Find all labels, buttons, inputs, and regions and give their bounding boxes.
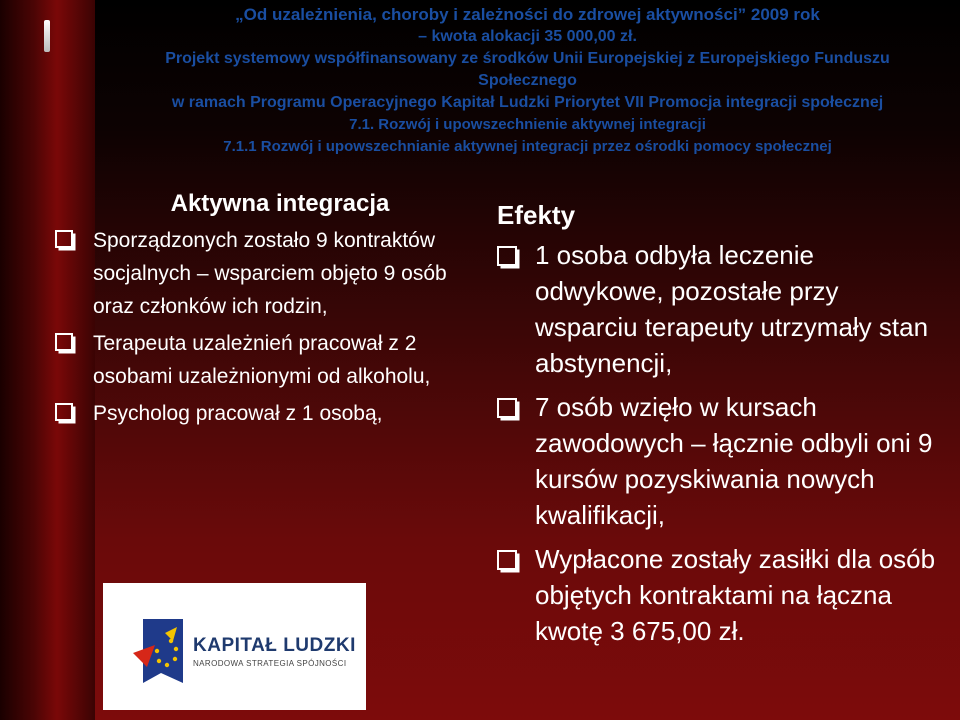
header-line-1: „Od uzależnienia, choroby i zależności do zdrowej aktywności” 2009 rok xyxy=(235,5,820,24)
list-item xyxy=(55,397,465,430)
list-item xyxy=(55,224,465,323)
list-item xyxy=(497,237,942,381)
list-item-text: Wypłacone zostały zasiłki dla osób objętych kontraktami na łączna kwotę 3 675,00 zł. xyxy=(535,544,936,646)
kapital-ludzki-logo xyxy=(103,583,366,710)
list-item-text: Sporządzonych zostało 9 kontraktów socjalnych – wsparciem objęto 9 osób oraz członków ich rodzin, xyxy=(93,229,447,318)
accent-stripe xyxy=(44,20,50,52)
list-item-text: Terapeuta uzależnień pracował z 2 osobami uzależnionymi od alkoholu, xyxy=(93,332,431,388)
checkbox-bullet-icon xyxy=(497,550,517,570)
aktywna-integracja-column xyxy=(55,190,465,434)
list-item-text: Psycholog pracował z 1 osobą, xyxy=(93,402,383,425)
list-item xyxy=(497,389,942,533)
logo-subtitle: NARODOWA STRATEGIA SPÓJNOŚCI xyxy=(193,659,347,668)
header-line-5: w ramach Programu Operacyjnego Kapitał Ludzki Priorytet VII Promocja integracji społecznej xyxy=(171,94,884,111)
slide-header xyxy=(95,4,960,158)
efekty-column xyxy=(497,200,942,657)
right-bullet-list xyxy=(497,237,942,649)
left-bullet-list xyxy=(55,224,465,430)
header-line-6: 7.1. Rozwój i upowszechnienie aktywnej integracji xyxy=(349,116,706,133)
left-column-title: Aktywna integracja xyxy=(170,190,390,217)
header-line-3: Projekt systemowy współfinansowany ze środków Unii Europejskiej z Europejskiego Funduszu xyxy=(165,50,890,67)
right-column-title: Efekty xyxy=(497,200,576,230)
list-item-text: 7 osób wzięło w kursach zawodowych – łącznie odbyli oni 9 kursów pozyskiwania nowych kwalifikacji, xyxy=(535,392,933,530)
checkbox-bullet-icon xyxy=(55,230,73,248)
list-item-text: 1 osoba odbyła leczenie odwykowe, pozostałe przy wsparciu terapeuty utrzymały stan abstynencji, xyxy=(535,240,929,378)
checkbox-bullet-icon xyxy=(497,398,517,418)
checkbox-bullet-icon xyxy=(55,403,73,421)
header-line-4: Społecznego xyxy=(478,72,577,89)
logo-name: KAPITAŁ LUDZKI xyxy=(193,635,356,656)
list-item xyxy=(55,327,465,393)
header-line-2: – kwota alokacji 35 000,00 zł. xyxy=(418,28,637,45)
list-item xyxy=(497,541,942,649)
checkbox-bullet-icon xyxy=(55,333,73,351)
header-line-7: 7.1.1 Rozwój i upowszechnianie aktywnej integracji przez ośrodki pomocy społecznej xyxy=(223,138,832,155)
checkbox-bullet-icon xyxy=(497,246,517,266)
